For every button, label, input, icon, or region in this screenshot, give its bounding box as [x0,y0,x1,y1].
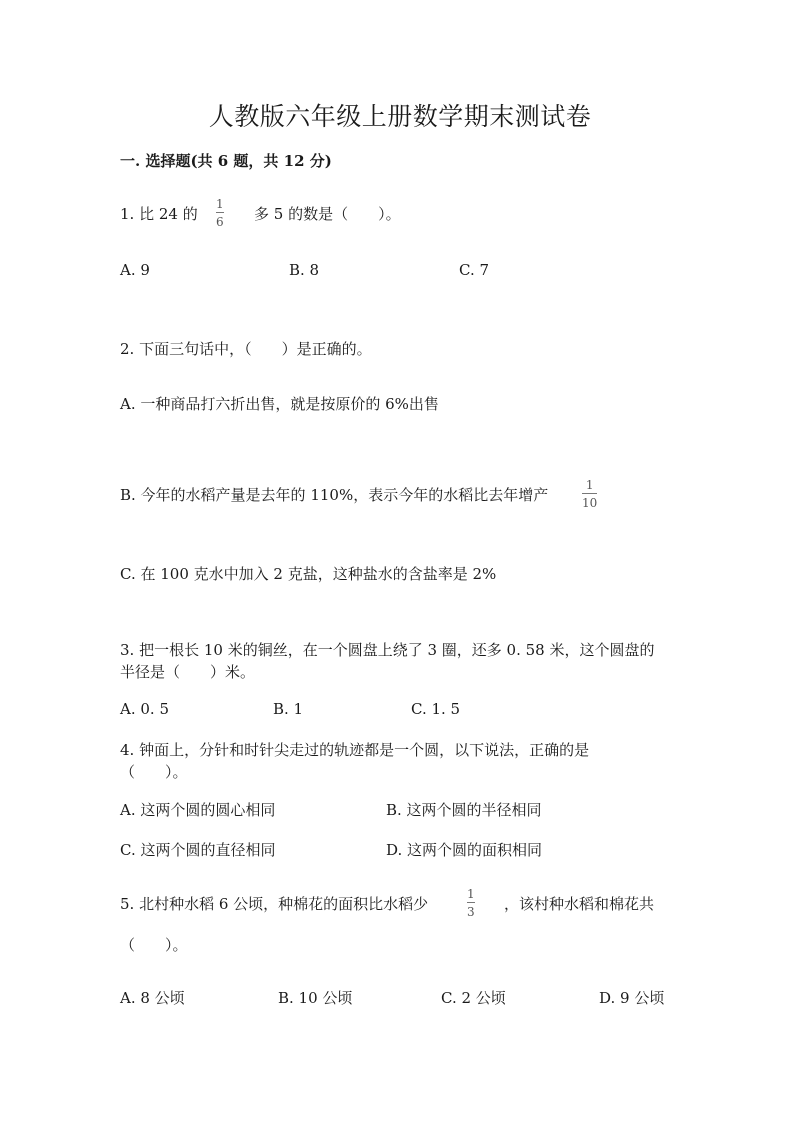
q1-option-b: B. 8 [289,261,320,279]
fraction-bar [467,902,475,903]
q5-option-a: A. 8 公顷 [120,989,185,1007]
q2-option-a: A. 一种商品打六折出售，就是按原价的 6%出售 [120,395,439,413]
q2-option-b: B. 今年的水稻产量是去年的 110%，表示今年的水稻比去年增产 [120,486,549,504]
q4-stem-line1: 4. 钟面上，分针和时针尖走过的轨迹都是一个圆，以下说法，正确的是 [120,741,590,759]
q4-option-a: A. 这两个圆的圆心相同 [120,801,276,819]
q5-stem-line2: （ ）。 [120,936,188,954]
q3-option-a: A. 0. 5 [120,700,169,718]
section-heading: 一. 选择题(共 6 题，共 12 分) [120,152,332,170]
q4-stem-line2: （ ）。 [120,763,188,781]
q2-fraction-numerator: 1 [585,478,594,492]
q1-fraction-denominator: 6 [216,215,224,229]
q3-option-c: C. 1. 5 [411,700,461,718]
q4-option-b: B. 这两个圆的半径相同 [386,801,542,819]
q5-stem-suffix: ，该村种水稻和棉花共 [504,895,655,913]
q5-option-d: D. 9 公顷 [599,989,665,1007]
q5-fraction-numerator: 1 [467,887,475,901]
q1-option-a: A. 9 [120,261,150,279]
q5-fraction-denominator: 3 [467,905,475,919]
page-title: 人教版六年级上册数学期末测试卷 [208,102,592,131]
q4-option-d: D. 这两个圆的面积相同 [386,841,543,859]
q5-stem-prefix: 5. 北村种水稻 6 公顷，种棉花的面积比水稻少 [120,895,429,913]
q1-stem-prefix: 1. 比 24 的 [120,205,198,223]
fraction-bar [216,212,224,213]
q3-option-b: B. 1 [273,700,304,718]
q2-fraction-denominator: 10 [582,496,598,510]
q3-stem-line2: 半径是（ ）米。 [120,663,256,681]
q4-option-c: C. 这两个圆的直径相同 [120,841,276,859]
q1-fraction [216,198,224,228]
q5-option-b: B. 10 公顷 [278,989,353,1007]
fraction-bar [582,493,597,494]
q2-fraction [582,479,597,509]
q3-stem-line1: 3. 把一根长 10 米的铜丝，在一个圆盘上绕了 3 圈，还多 0. 58 米，这个圆盘的 [120,641,655,659]
q1-option-c: C. 7 [459,261,490,279]
q5-fraction [467,888,475,918]
q1-stem-suffix: 多 5 的数是（ ）。 [254,205,401,223]
q5-option-c: C. 2 公顷 [441,989,506,1007]
q2-option-c: C. 在 100 克水中加入 2 克盐，这种盐水的含盐率是 2% [120,565,497,583]
q1-fraction-numerator: 1 [216,197,224,211]
q2-stem: 2. 下面三句话中，（ ）是正确的。 [120,340,372,358]
